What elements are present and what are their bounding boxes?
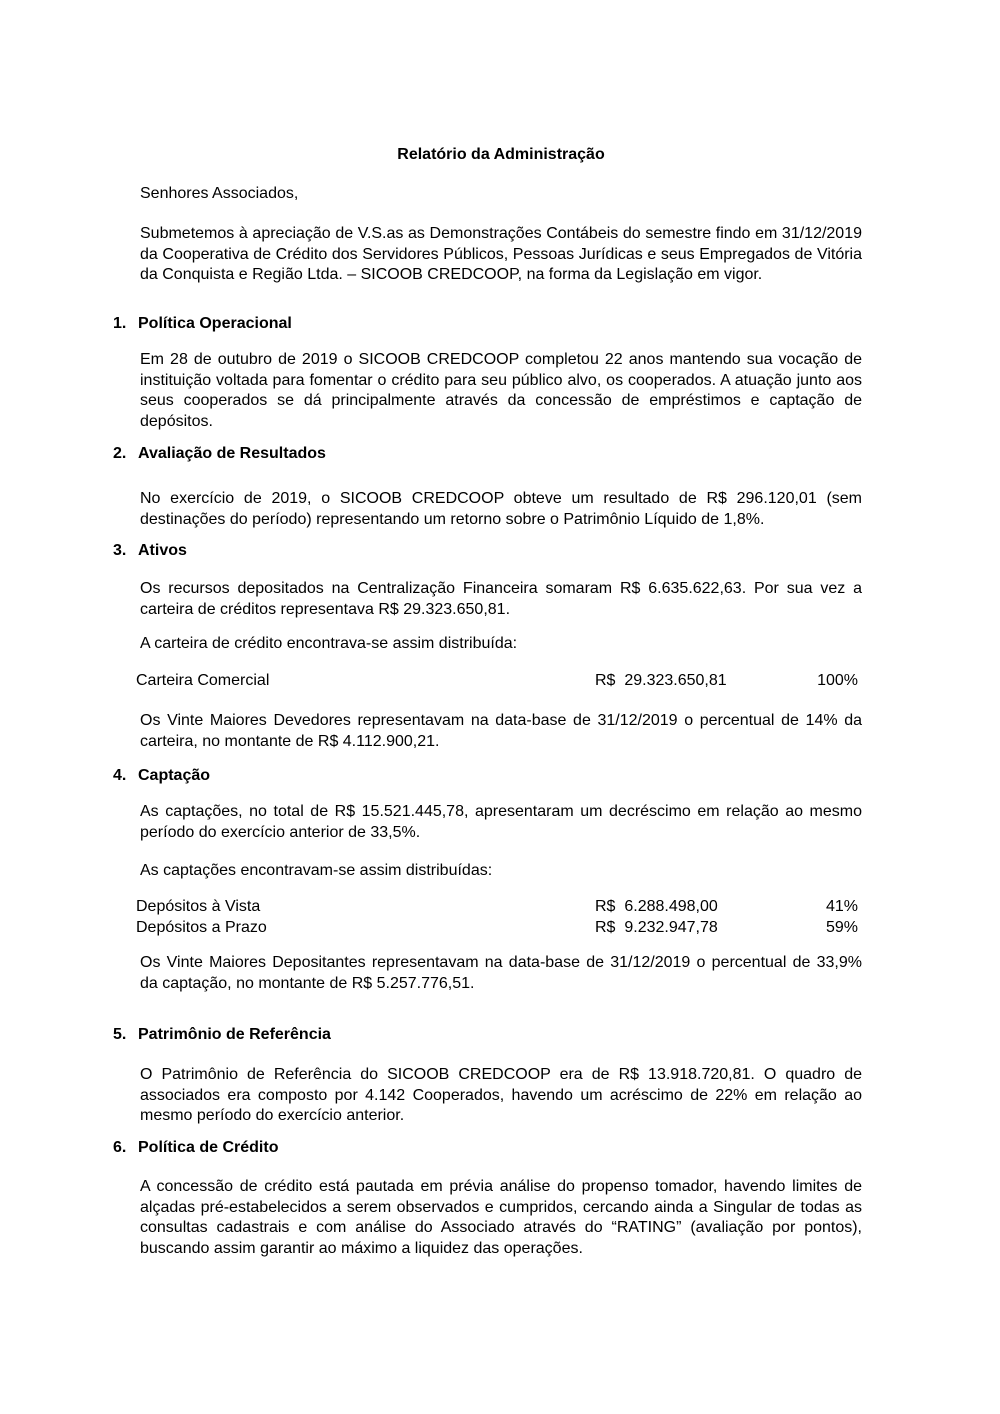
section-6-body: A concessão de crédito está pautada em prévia análise do propenso tomador, havendo limites de alçadas pré-estabelecidos a serem observados e cumpridos, cercando ainda a Singular de todas as consultas cadastrais e com análise do Associado através do “RATING” (avaliação por pontos), buscando assim garantir ao máximo a liquidez das operações.	[140, 1178, 862, 1257]
intro-paragraph: Submetemos à apreciação de V.S.as as Demonstrações Contábeis do semestre findo em 31/12/2019 da Cooperativa de Crédito dos Servidores Públicos, Pessoas Jurídicas e seus Empregados de Vitória da Conquista e Região Ltda. – SICOOB CREDCOOP, na forma da Legislação em vigor.	[140, 225, 862, 283]
section-heading-text: Captação	[138, 767, 211, 784]
section-heading-4	[113, 766, 862, 787]
section-heading-text: Ativos	[138, 542, 187, 559]
row-value: R$ 9.232.947,78	[595, 918, 718, 936]
row-label: Depósitos a Prazo	[136, 918, 267, 936]
section-heading-6	[113, 1138, 862, 1159]
row-label: Carteira Comercial	[136, 672, 270, 689]
section-4-distribution-intro: As captações encontravam-se assim distribuídas:	[140, 862, 493, 879]
row-label: Depósitos à Vista	[136, 898, 261, 915]
section-3-body: Os recursos depositados na Centralização Financeira somaram R$ 6.635.622,63. Por sua vez a carteira de créditos representava R$ 29.323.650,81.	[140, 580, 862, 618]
row-value: R$ 6.288.498,00	[595, 898, 718, 915]
section-number: 1.	[113, 315, 127, 332]
section-number: 4.	[113, 767, 127, 784]
table-row	[136, 918, 858, 939]
section-4-note: Os Vinte Maiores Depositantes representavam na data-base de 31/12/2019 o percentual de 33,9% da captação, no montante de R$ 5.257.776,51.	[140, 954, 862, 992]
table-row	[136, 897, 858, 918]
section-1-body: Em 28 de outubro de 2019 o SICOOB CREDCOOP completou 22 anos mantendo sua vocação de instituição voltada para fomentar o crédito para seu público alvo, os cooperados. A atuação junto aos seus cooperados se dá principalmente através da concessão de empréstimos e captação de depósitos.	[140, 351, 862, 430]
section-heading-5	[113, 1025, 862, 1046]
section-heading-text: Patrimônio de Referência	[138, 1026, 331, 1043]
row-percent: 100%	[817, 672, 858, 689]
section-heading-2	[113, 444, 862, 465]
section-5-body: O Patrimônio de Referência do SICOOB CREDCOOP era de R$ 13.918.720,81. O quadro de associados era composto por 4.142 Cooperados, havendo um acréscimo de 22% em relação ao mesmo período do exercício anterior.	[140, 1066, 862, 1124]
section-4-body: As captações, no total de R$ 15.521.445,78, apresentaram um decréscimo em relação ao mesmo período do exercício anterior de 33,5%.	[140, 803, 862, 841]
section-heading-text: Avaliação de Resultados	[138, 445, 326, 462]
section-3-note: Os Vinte Maiores Devedores representavam na data-base de 31/12/2019 o percentual de 14% da carteira, no montante de R$ 4.112.900,21.	[140, 712, 862, 750]
row-percent: 59%	[825, 918, 858, 936]
section-3-distribution-intro: A carteira de crédito encontrava-se assim distribuída:	[140, 635, 518, 652]
portfolio-table	[136, 671, 858, 692]
salutation: Senhores Associados,	[140, 185, 299, 202]
section-heading-3	[113, 541, 862, 562]
section-heading-text: Política Operacional	[138, 315, 292, 332]
row-value: R$ 29.323.650,81	[595, 672, 727, 689]
section-heading-text: Política de Crédito	[138, 1139, 279, 1156]
section-number: 6.	[113, 1139, 127, 1156]
deposits-table	[136, 897, 858, 938]
section-heading-1	[113, 314, 862, 335]
section-number: 2.	[113, 445, 127, 462]
section-number: 5.	[113, 1026, 127, 1043]
page-title: Relatório da Administração	[397, 146, 605, 163]
section-number: 3.	[113, 542, 127, 559]
row-percent: 41%	[825, 898, 858, 915]
section-2-body: No exercício de 2019, o SICOOB CREDCOOP obteve um resultado de R$ 296.120,01 (sem destinações do período) representando um retorno sobre o Patrimônio Líquido de 1,8%.	[140, 490, 862, 528]
table-row	[136, 671, 858, 692]
